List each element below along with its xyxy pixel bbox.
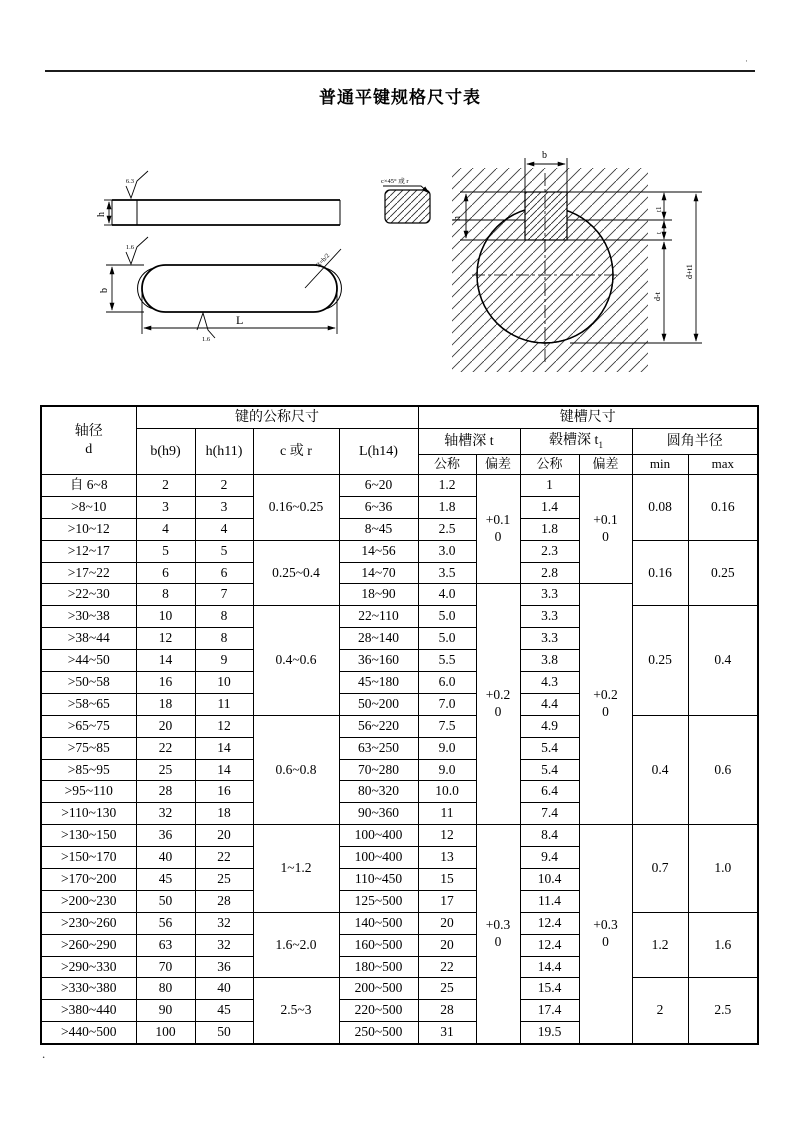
cell-h: 10: [195, 672, 253, 694]
cell-r-min: 0.7: [632, 825, 688, 913]
cell-r-min: 2: [632, 978, 688, 1044]
bottom-left-mark: .: [42, 1046, 46, 1061]
cell-h: 16: [195, 781, 253, 803]
cell-h: 4: [195, 518, 253, 540]
cell-h: 22: [195, 847, 253, 869]
table-row: [41, 825, 758, 847]
cell-b: 63: [136, 934, 195, 956]
header-shaft-diameter-text: 轴径: [74, 424, 103, 439]
header-shaft-diameter: [41, 406, 136, 475]
cell-t1-nominal: 2.3: [520, 540, 579, 562]
key-plan-view-drawing: [99, 237, 341, 343]
cell-L: 160~500: [339, 934, 418, 956]
cell-t-deviation: +0.3 0: [476, 825, 520, 1044]
cell-b: 56: [136, 912, 195, 934]
cell-L: 56~220: [339, 715, 418, 737]
cell-r-max: 2.5: [688, 978, 758, 1044]
key-side-view-drawing: [96, 171, 340, 225]
cell-t1-nominal: 8.4: [520, 825, 579, 847]
cell-b: 8: [136, 584, 195, 606]
technical-drawings: [40, 133, 800, 391]
cell-h: 6: [195, 562, 253, 584]
t-dimension-label: t: [655, 232, 663, 234]
header-t1-nominal: 公称: [520, 455, 579, 475]
cell-shaft-diameter: >75~85: [41, 737, 136, 759]
cell-t-nominal: 12: [418, 825, 476, 847]
cell-c-or-r: 1.6~2.0: [253, 912, 339, 978]
cell-b: 36: [136, 825, 195, 847]
cell-t-nominal: 5.0: [418, 628, 476, 650]
cell-L: 22~110: [339, 606, 418, 628]
cell-h: 9: [195, 650, 253, 672]
cell-L: 6~20: [339, 475, 418, 497]
key-spec-table: [40, 405, 759, 1045]
cell-shaft-diameter: >85~95: [41, 759, 136, 781]
cell-h: 18: [195, 803, 253, 825]
table-header: [41, 406, 758, 475]
key-cross-section-drawing: [381, 176, 430, 223]
cell-b: 3: [136, 496, 195, 518]
cell-b: 90: [136, 1000, 195, 1022]
cell-t-nominal: 7.0: [418, 693, 476, 715]
cell-shaft-diameter: >380~440: [41, 1000, 136, 1022]
cell-L: 140~500: [339, 912, 418, 934]
cell-L: 45~180: [339, 672, 418, 694]
cell-t1-nominal: 4.3: [520, 672, 579, 694]
table-row: [41, 715, 758, 737]
cell-t1-nominal: 6.4: [520, 781, 579, 803]
cell-L: 200~500: [339, 978, 418, 1000]
table-row: [41, 606, 758, 628]
cell-r-max: 1.6: [688, 912, 758, 978]
cell-b: 25: [136, 759, 195, 781]
t1-dimension-label: t1: [655, 206, 663, 212]
cell-t-nominal: 4.0: [418, 584, 476, 606]
top-rule: [45, 70, 755, 72]
cell-t1-nominal: 4.4: [520, 693, 579, 715]
cell-L: 70~280: [339, 759, 418, 781]
cell-t-nominal: 31: [418, 1022, 476, 1044]
header-keyway-group: 键槽尺寸: [418, 406, 758, 429]
d-plus-t1-dimension-label: d+t1: [685, 264, 694, 279]
cell-b: 32: [136, 803, 195, 825]
cell-L: 90~360: [339, 803, 418, 825]
cell-t-nominal: 28: [418, 1000, 476, 1022]
cell-h: 32: [195, 912, 253, 934]
cell-t1-nominal: 1: [520, 475, 579, 497]
chamfer-note: c×45° 或 r: [381, 178, 409, 185]
cell-h: 7: [195, 584, 253, 606]
cell-shaft-diameter: >10~12: [41, 518, 136, 540]
cell-t-nominal: 10.0: [418, 781, 476, 803]
cell-b: 4: [136, 518, 195, 540]
cell-shaft-diameter: >22~30: [41, 584, 136, 606]
cell-b: 80: [136, 978, 195, 1000]
cell-t1-nominal: 14.4: [520, 956, 579, 978]
cell-h: 50: [195, 1022, 253, 1044]
cell-h: 28: [195, 890, 253, 912]
cell-t-nominal: 6.0: [418, 672, 476, 694]
cell-b: 50: [136, 890, 195, 912]
cell-t1-nominal: 5.4: [520, 737, 579, 759]
cell-shaft-diameter: >200~230: [41, 890, 136, 912]
header-hub-depth-text: 毂槽深 t: [549, 432, 599, 448]
cell-h: 14: [195, 737, 253, 759]
cell-L: 14~70: [339, 562, 418, 584]
cell-L: 14~56: [339, 540, 418, 562]
cell-shaft-diameter: >30~38: [41, 606, 136, 628]
page-title: 普通平键规格尺寸表: [319, 88, 481, 107]
cell-L: 50~200: [339, 693, 418, 715]
cell-t-nominal: 7.5: [418, 715, 476, 737]
header-r-max: max: [688, 455, 758, 475]
d-minus-t-dimension-label: d-t: [653, 292, 662, 301]
cell-shaft-diameter: >330~380: [41, 978, 136, 1000]
cell-L: 18~90: [339, 584, 418, 606]
cell-b: 28: [136, 781, 195, 803]
header-col-h: h(h11): [195, 429, 253, 475]
cell-h: 12: [195, 715, 253, 737]
cell-h: 40: [195, 978, 253, 1000]
cell-L: 80~320: [339, 781, 418, 803]
cell-t1-nominal: 3.3: [520, 628, 579, 650]
cell-t-nominal: 20: [418, 912, 476, 934]
cell-h: 11: [195, 693, 253, 715]
cell-shaft-diameter: >17~22: [41, 562, 136, 584]
cell-b: 18: [136, 693, 195, 715]
cell-t-nominal: 5.0: [418, 606, 476, 628]
cell-t-deviation: +0.1 0: [476, 475, 520, 584]
cell-t1-nominal: 11.4: [520, 890, 579, 912]
cell-b: 6: [136, 562, 195, 584]
cell-c-or-r: 1~1.2: [253, 825, 339, 913]
cell-t1-nominal: 9.4: [520, 847, 579, 869]
cell-L: 63~250: [339, 737, 418, 759]
cell-t1-nominal: 3.3: [520, 584, 579, 606]
cell-b: 12: [136, 628, 195, 650]
cell-h: 5: [195, 540, 253, 562]
spec-table-body: [41, 475, 758, 1045]
cell-L: 180~500: [339, 956, 418, 978]
cell-t1-nominal: 3.3: [520, 606, 579, 628]
cell-t-deviation: +0.2 0: [476, 584, 520, 825]
cell-b: 16: [136, 672, 195, 694]
cell-r-min: 1.2: [632, 912, 688, 978]
cell-shaft-diameter: >58~65: [41, 693, 136, 715]
cell-h: 2: [195, 475, 253, 497]
cell-t1-nominal: 17.4: [520, 1000, 579, 1022]
cell-c-or-r: 0.25~0.4: [253, 540, 339, 606]
cell-r-max: 0.25: [688, 540, 758, 606]
cell-t1-deviation: +0.2 0: [579, 584, 632, 825]
cell-b: 100: [136, 1022, 195, 1044]
shaft-hub-section-drawing: [452, 150, 702, 372]
cell-b: 70: [136, 956, 195, 978]
cell-b: 45: [136, 869, 195, 891]
cell-t1-nominal: 1.8: [520, 518, 579, 540]
h-dimension-label: h: [96, 212, 107, 217]
cell-t-nominal: 25: [418, 978, 476, 1000]
table-row: [41, 978, 758, 1000]
header-t-deviation: 偏差: [476, 455, 520, 475]
cell-h: 8: [195, 628, 253, 650]
header-col-c: c 或 r: [253, 429, 339, 475]
cell-b: 22: [136, 737, 195, 759]
cell-L: 100~400: [339, 825, 418, 847]
cell-c-or-r: 2.5~3: [253, 978, 339, 1044]
cell-t-nominal: 20: [418, 934, 476, 956]
cell-t-nominal: 3.0: [418, 540, 476, 562]
cell-t-nominal: 11: [418, 803, 476, 825]
cell-shaft-diameter: >110~130: [41, 803, 136, 825]
header-row-columns: [41, 429, 758, 455]
cell-r-min: 0.08: [632, 475, 688, 541]
table-row: [41, 540, 758, 562]
header-fillet-radius: 圆角半径: [632, 429, 758, 455]
cell-t-nominal: 22: [418, 956, 476, 978]
cell-h: 14: [195, 759, 253, 781]
cell-shaft-diameter: >8~10: [41, 496, 136, 518]
end-radius-note: R=b/2: [314, 252, 332, 270]
cell-shaft-diameter: 自 6~8: [41, 475, 136, 497]
roughness-bottom-value: 1.6: [202, 336, 211, 343]
cell-shaft-diameter: >440~500: [41, 1022, 136, 1044]
cell-L: 100~400: [339, 847, 418, 869]
header-shaft-depth: 轴槽深 t: [418, 429, 520, 455]
cell-h: 25: [195, 869, 253, 891]
cell-c-or-r: 0.4~0.6: [253, 606, 339, 715]
cell-r-max: 1.0: [688, 825, 758, 913]
cell-r-min: 0.16: [632, 540, 688, 606]
cell-shaft-diameter: >65~75: [41, 715, 136, 737]
header-key-nominal-group: 键的公称尺寸: [136, 406, 418, 429]
cell-L: 28~140: [339, 628, 418, 650]
cell-t1-nominal: 7.4: [520, 803, 579, 825]
cell-t-nominal: 13: [418, 847, 476, 869]
cell-b: 20: [136, 715, 195, 737]
header-shaft-diameter-symbol: d: [85, 441, 93, 457]
h-dimension-label: h: [452, 216, 463, 221]
b-dimension-label: b: [542, 150, 547, 161]
cell-r-max: 0.4: [688, 606, 758, 715]
cell-t-nominal: 9.0: [418, 759, 476, 781]
cell-t1-nominal: 4.9: [520, 715, 579, 737]
cell-h: 8: [195, 606, 253, 628]
header-r-min: min: [632, 455, 688, 475]
cell-shaft-diameter: >230~260: [41, 912, 136, 934]
cell-t-nominal: 9.0: [418, 737, 476, 759]
cell-t-nominal: 3.5: [418, 562, 476, 584]
cell-shaft-diameter: >260~290: [41, 934, 136, 956]
cell-t-nominal: 1.2: [418, 475, 476, 497]
cell-b: 14: [136, 650, 195, 672]
table-row: [41, 912, 758, 934]
cell-h: 32: [195, 934, 253, 956]
header-t-nominal: 公称: [418, 455, 476, 475]
cell-L: 6~36: [339, 496, 418, 518]
cell-t1-deviation: +0.1 0: [579, 475, 632, 584]
cell-c-or-r: 0.16~0.25: [253, 475, 339, 541]
table-row: [41, 475, 758, 497]
cell-L: 8~45: [339, 518, 418, 540]
cell-r-max: 0.16: [688, 475, 758, 541]
cell-t1-nominal: 3.8: [520, 650, 579, 672]
cell-shaft-diameter: >38~44: [41, 628, 136, 650]
header-t1-deviation: 偏差: [579, 455, 632, 475]
cell-h: 20: [195, 825, 253, 847]
cell-r-min: 0.25: [632, 606, 688, 715]
header-col-L: L(h14): [339, 429, 418, 475]
cell-shaft-diameter: >290~330: [41, 956, 136, 978]
roughness-value: 6.3: [125, 178, 134, 185]
cell-t1-nominal: 1.4: [520, 496, 579, 518]
cell-L: 250~500: [339, 1022, 418, 1044]
cell-shaft-diameter: >44~50: [41, 650, 136, 672]
header-col-b: b(h9): [136, 429, 195, 475]
header-hub-depth-sub: 1: [598, 439, 603, 450]
cell-b: 10: [136, 606, 195, 628]
cell-t1-nominal: 12.4: [520, 912, 579, 934]
cell-shaft-diameter: >170~200: [41, 869, 136, 891]
cell-t1-nominal: 15.4: [520, 978, 579, 1000]
top-right-mark: ·: [745, 56, 748, 66]
L-dimension-label: L: [236, 313, 244, 327]
cell-shaft-diameter: >150~170: [41, 847, 136, 869]
cell-t1-nominal: 5.4: [520, 759, 579, 781]
cell-t1-deviation: +0.3 0: [579, 825, 632, 1044]
cell-h: 45: [195, 1000, 253, 1022]
cell-t-nominal: 5.5: [418, 650, 476, 672]
cell-b: 5: [136, 540, 195, 562]
cell-t1-nominal: 19.5: [520, 1022, 579, 1044]
cell-r-max: 0.6: [688, 715, 758, 824]
cell-t-nominal: 1.8: [418, 496, 476, 518]
cell-h: 3: [195, 496, 253, 518]
cell-L: 110~450: [339, 869, 418, 891]
cell-shaft-diameter: >12~17: [41, 540, 136, 562]
cell-t-nominal: 2.5: [418, 518, 476, 540]
cell-h: 36: [195, 956, 253, 978]
cell-c-or-r: 0.6~0.8: [253, 715, 339, 824]
cell-t-nominal: 17: [418, 890, 476, 912]
cell-L: 220~500: [339, 1000, 418, 1022]
cell-b: 40: [136, 847, 195, 869]
roughness-top-value: 1.6: [125, 244, 134, 251]
cell-t1-nominal: 12.4: [520, 934, 579, 956]
cell-r-min: 0.4: [632, 715, 688, 824]
b-dimension-label: b: [99, 288, 110, 293]
cell-t-nominal: 15: [418, 869, 476, 891]
cell-b: 2: [136, 475, 195, 497]
cell-shaft-diameter: >130~150: [41, 825, 136, 847]
header-row-groups: [41, 406, 758, 429]
cell-t1-nominal: 10.4: [520, 869, 579, 891]
cell-t1-nominal: 2.8: [520, 562, 579, 584]
header-hub-depth: [520, 429, 632, 455]
cell-L: 125~500: [339, 890, 418, 912]
cell-L: 36~160: [339, 650, 418, 672]
cell-shaft-diameter: >95~110: [41, 781, 136, 803]
cell-shaft-diameter: >50~58: [41, 672, 136, 694]
